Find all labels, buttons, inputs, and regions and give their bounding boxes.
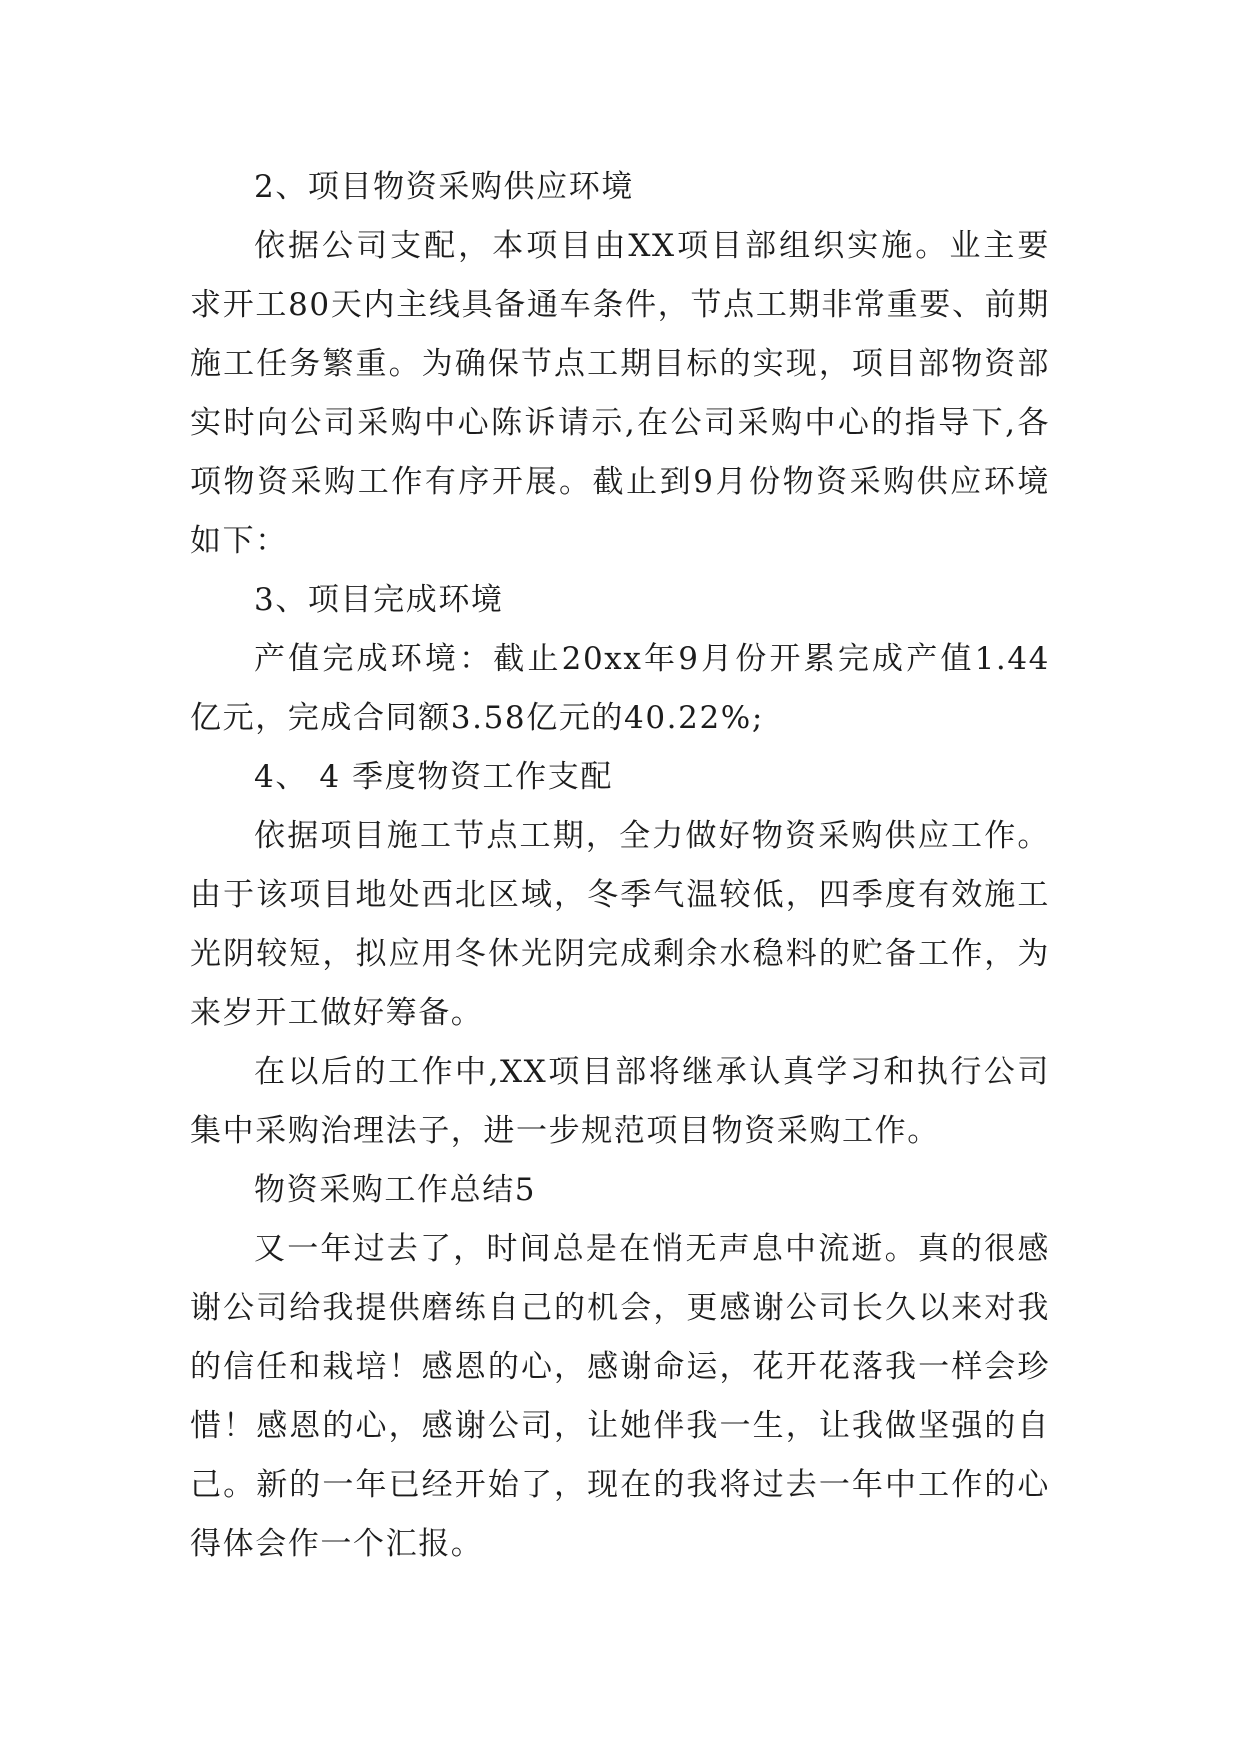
procurement-paragraph: 依据公司支配，本项目由XX项目部组织实施。业主要求开工80天内主线具备通车条件，节点工期非常重要、前期施工任务繁重。为确保节点工期目标的实现，项目部物资部实时向公司采购中心陈诉请示,在公司采购中心的指导下,各项物资采购工作有序开展。截止到9月份物资采购供应环境如下：: [190, 228, 1050, 559]
output-paragraph: 产值完成环境：截止20xx年9月份开累完成产值1.44亿元，完成合同额3.58亿元的40.22%;: [190, 641, 1050, 736]
plan-paragraph: 依据项目施工节点工期，全力做好物资采购供应工作。由于该项目地处西北区域，冬季气温较低，四季度有效施工光阴较短，拟应用冬休光阴完成剩余水稳料的贮备工作，为来岁开工做好筹备。: [190, 818, 1050, 1031]
section-heading-4: 4、 4 季度物资工作支配: [254, 759, 613, 795]
section-heading-3: 3、项目完成环境: [254, 582, 504, 618]
future-paragraph: 在以后的工作中,XX项目部将继承认真学习和执行公司集中采购治理法子，进一步规范项目物资采购工作。: [190, 1054, 1050, 1149]
document-body: [190, 158, 1050, 1574]
summary-paragraph: 又一年过去了，时间总是在悄无声息中流逝。真的很感谢公司给我提供磨练自己的机会，更感谢公司长久以来对我的信任和栽培！感恩的心，感谢命运，花开花落我一样会珍惜！感恩的心，感谢公司，让她伴我一生，让我做坚强的自己。新的一年已经开始了，现在的我将过去一年中工作的心得体会作一个汇报。: [190, 1231, 1050, 1562]
section-heading-2: 2、项目物资采购供应环境: [254, 169, 634, 205]
summary-title: 物资采购工作总结5: [254, 1172, 537, 1208]
